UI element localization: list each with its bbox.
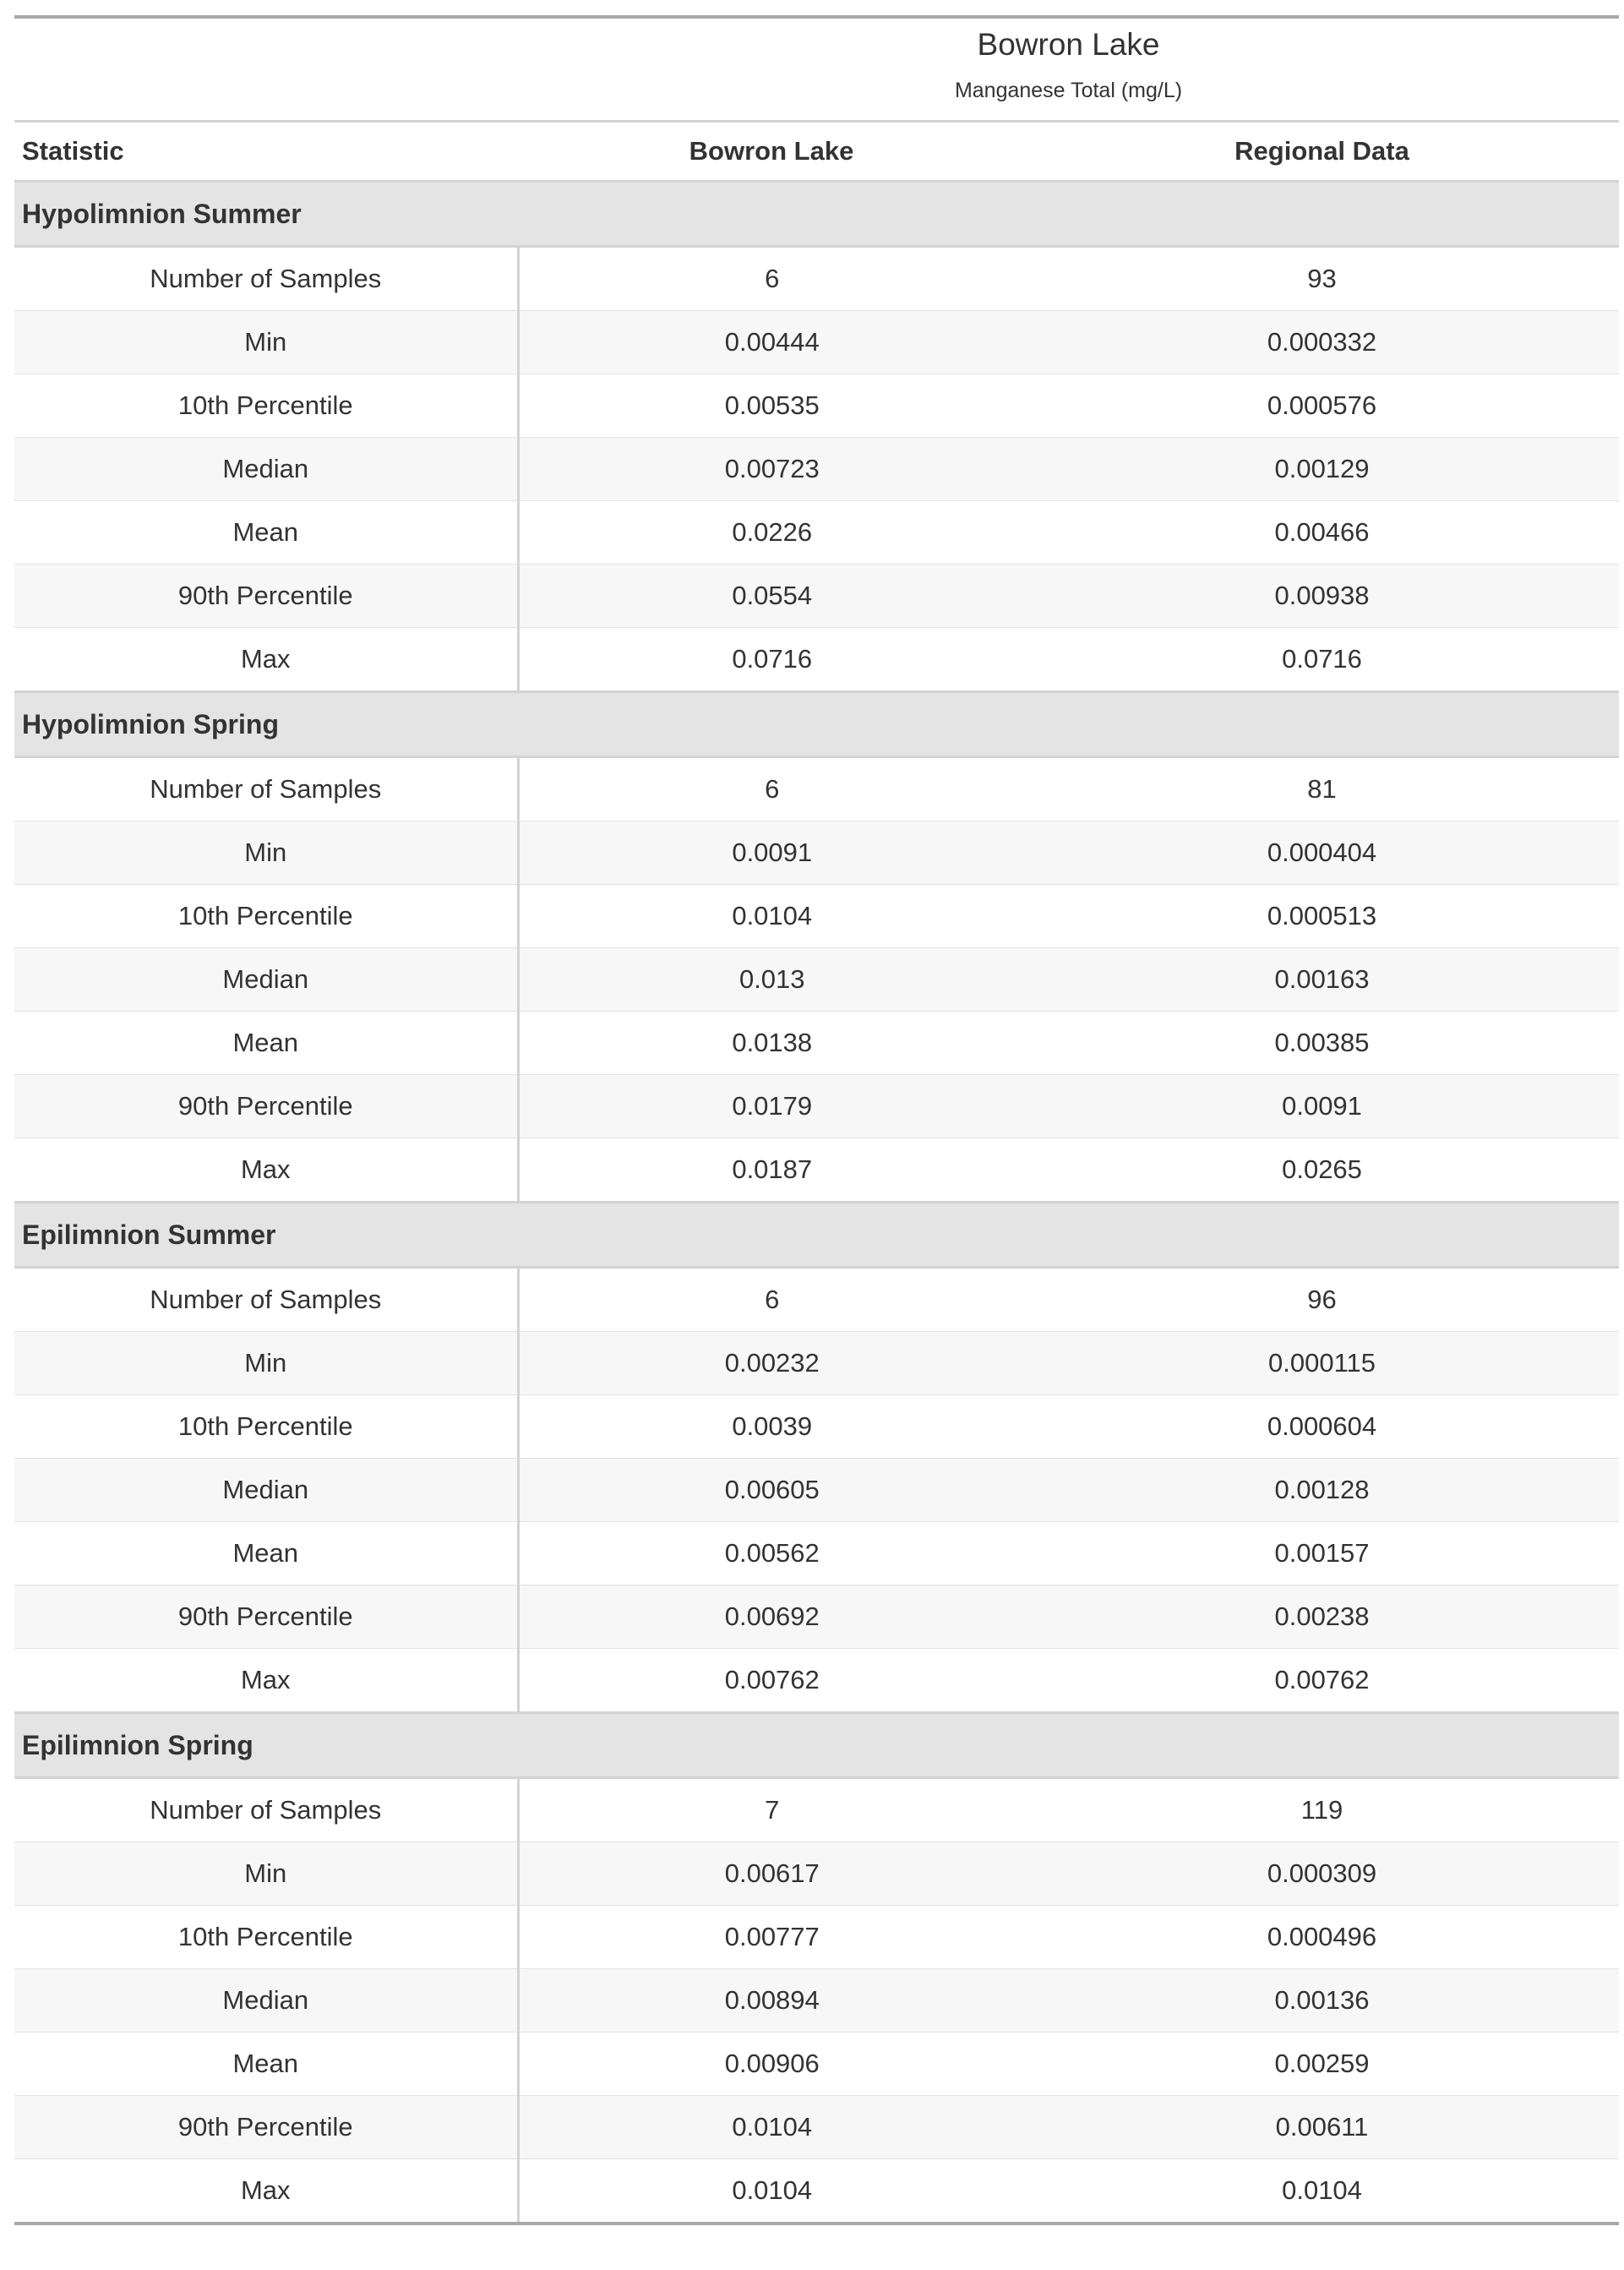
group-row <box>14 692 1619 757</box>
regional-value-cell: 0.00238 <box>1025 1585 1619 1649</box>
lake-value-cell: 6 <box>518 1268 1025 1332</box>
lake-value-cell: 0.00894 <box>518 1969 1025 2033</box>
stat-cell: 90th Percentile <box>14 1585 518 1649</box>
stat-cell: Mean <box>14 501 518 565</box>
group-label: Epilimnion Summer <box>14 1203 1619 1268</box>
lake-value-cell: 0.00692 <box>518 1585 1025 1649</box>
regional-value-cell: 0.000404 <box>1025 821 1619 885</box>
group-row <box>14 1203 1619 1268</box>
column-header-lake: Bowron Lake <box>518 122 1025 182</box>
table-row <box>14 1395 1619 1459</box>
table-row <box>14 885 1619 948</box>
lake-value-cell: 0.0187 <box>518 1138 1025 1203</box>
stat-cell: Number of Samples <box>14 1268 518 1332</box>
regional-value-cell: 0.0091 <box>1025 1075 1619 1138</box>
column-header-statistic: Statistic <box>14 122 518 182</box>
group-row <box>14 182 1619 247</box>
stat-cell: 90th Percentile <box>14 1075 518 1138</box>
stat-cell: Number of Samples <box>14 757 518 821</box>
table-row <box>14 628 1619 692</box>
stat-cell: 10th Percentile <box>14 1906 518 1969</box>
regional-value-cell: 0.00157 <box>1025 1522 1619 1585</box>
column-header-regional: Regional Data <box>1025 122 1619 182</box>
table-subtitle: Manganese Total (mg/L) <box>954 79 1183 102</box>
stat-cell: Min <box>14 1332 518 1395</box>
lake-value-cell: 0.00535 <box>518 374 1025 438</box>
stat-cell: Max <box>14 1138 518 1203</box>
lake-value-cell: 0.00777 <box>518 1906 1025 1969</box>
lake-value-cell: 0.00617 <box>518 1842 1025 1906</box>
regional-value-cell: 0.000332 <box>1025 311 1619 374</box>
lake-value-cell: 0.0554 <box>518 565 1025 628</box>
stat-cell: 10th Percentile <box>14 1395 518 1459</box>
lake-value-cell: 0.0091 <box>518 821 1025 885</box>
table-row <box>14 501 1619 565</box>
stat-cell: Median <box>14 438 518 501</box>
lake-value-cell: 0.0179 <box>518 1075 1025 1138</box>
table-row <box>14 2033 1619 2096</box>
regional-value-cell: 0.0104 <box>1025 2159 1619 2224</box>
table-row <box>14 374 1619 438</box>
table-row <box>14 1522 1619 1585</box>
stat-cell: 90th Percentile <box>14 565 518 628</box>
regional-value-cell: 0.00129 <box>1025 438 1619 501</box>
table-row <box>14 2096 1619 2159</box>
table-row <box>14 821 1619 885</box>
lake-value-cell: 0.00762 <box>518 1649 1025 1713</box>
table-row <box>14 1842 1619 1906</box>
lake-value-cell: 0.0104 <box>518 2096 1025 2159</box>
lake-value-cell: 0.00906 <box>518 2033 1025 2096</box>
regional-value-cell: 0.00128 <box>1025 1459 1619 1522</box>
table-row <box>14 565 1619 628</box>
table-row <box>14 1012 1619 1075</box>
stat-cell: Max <box>14 628 518 692</box>
table-row <box>14 1138 1619 1203</box>
group-label: Hypolimnion Spring <box>14 692 1619 757</box>
table-row <box>14 1778 1619 1842</box>
lake-value-cell: 0.00562 <box>518 1522 1025 1585</box>
lake-value-cell: 0.0039 <box>518 1395 1025 1459</box>
table-row <box>14 1906 1619 1969</box>
column-header-row <box>14 122 1619 182</box>
regional-value-cell: 0.000115 <box>1025 1332 1619 1395</box>
group-label: Hypolimnion Summer <box>14 182 1619 247</box>
regional-value-cell: 0.000513 <box>1025 885 1619 948</box>
table-title: Bowron Lake <box>977 27 1160 62</box>
table-body <box>14 182 1619 2224</box>
stat-cell: Mean <box>14 1012 518 1075</box>
regional-value-cell: 0.000604 <box>1025 1395 1619 1459</box>
stat-cell: Number of Samples <box>14 247 518 311</box>
lake-value-cell: 7 <box>518 1778 1025 1842</box>
lake-value-cell: 0.0104 <box>518 885 1025 948</box>
table-row <box>14 1585 1619 1649</box>
stat-cell: Min <box>14 821 518 885</box>
lake-value-cell: 0.0138 <box>518 1012 1025 1075</box>
stat-cell: 10th Percentile <box>14 374 518 438</box>
regional-value-cell: 0.00466 <box>1025 501 1619 565</box>
lake-value-cell: 0.00723 <box>518 438 1025 501</box>
table-row <box>14 2159 1619 2224</box>
stat-cell: 10th Percentile <box>14 885 518 948</box>
regional-value-cell: 0.00163 <box>1025 948 1619 1012</box>
stat-cell: Mean <box>14 1522 518 1585</box>
regional-value-cell: 93 <box>1025 247 1619 311</box>
regional-value-cell: 0.00259 <box>1025 2033 1619 2096</box>
group-row <box>14 1713 1619 1778</box>
stat-cell: Median <box>14 1459 518 1522</box>
regional-value-cell: 96 <box>1025 1268 1619 1332</box>
stat-cell: 90th Percentile <box>14 2096 518 2159</box>
regional-value-cell: 0.0265 <box>1025 1138 1619 1203</box>
table-row <box>14 1969 1619 2033</box>
lake-value-cell: 6 <box>518 247 1025 311</box>
regional-value-cell: 0.00611 <box>1025 2096 1619 2159</box>
regional-value-cell: 0.000496 <box>1025 1906 1619 1969</box>
regional-value-cell: 119 <box>1025 1778 1619 1842</box>
table-row <box>14 948 1619 1012</box>
lake-value-cell: 0.0104 <box>518 2159 1025 2224</box>
regional-value-cell: 0.000576 <box>1025 374 1619 438</box>
stat-cell: Number of Samples <box>14 1778 518 1842</box>
table-row <box>14 1268 1619 1332</box>
table-row <box>14 247 1619 311</box>
group-label: Epilimnion Spring <box>14 1713 1619 1778</box>
lake-value-cell: 0.00232 <box>518 1332 1025 1395</box>
lake-value-cell: 0.0226 <box>518 501 1025 565</box>
regional-value-cell: 81 <box>1025 757 1619 821</box>
regional-value-cell: 0.00385 <box>1025 1012 1619 1075</box>
regional-value-cell: 0.000309 <box>1025 1842 1619 1906</box>
table-row <box>14 757 1619 821</box>
regional-value-cell: 0.00136 <box>1025 1969 1619 2033</box>
stat-cell: Min <box>14 311 518 374</box>
lake-value-cell: 0.00605 <box>518 1459 1025 1522</box>
stat-cell: Max <box>14 1649 518 1713</box>
table-row <box>14 1332 1619 1395</box>
stat-cell: Max <box>14 2159 518 2224</box>
lake-value-cell: 0.013 <box>518 948 1025 1012</box>
lake-value-cell: 0.00444 <box>518 311 1025 374</box>
regional-value-cell: 0.0716 <box>1025 628 1619 692</box>
lake-value-cell: 6 <box>518 757 1025 821</box>
stat-cell: Median <box>14 1969 518 2033</box>
table-row <box>14 311 1619 374</box>
lake-value-cell: 0.0716 <box>518 628 1025 692</box>
table-row <box>14 1649 1619 1713</box>
table-row <box>14 1459 1619 1522</box>
table-row <box>14 438 1619 501</box>
regional-value-cell: 0.00938 <box>1025 565 1619 628</box>
stat-cell: Median <box>14 948 518 1012</box>
stats-table <box>14 15 1619 2225</box>
stat-cell: Mean <box>14 2033 518 2096</box>
regional-value-cell: 0.00762 <box>1025 1649 1619 1713</box>
stats-table-container <box>14 15 1619 2225</box>
stat-cell: Min <box>14 1842 518 1906</box>
table-row <box>14 1075 1619 1138</box>
